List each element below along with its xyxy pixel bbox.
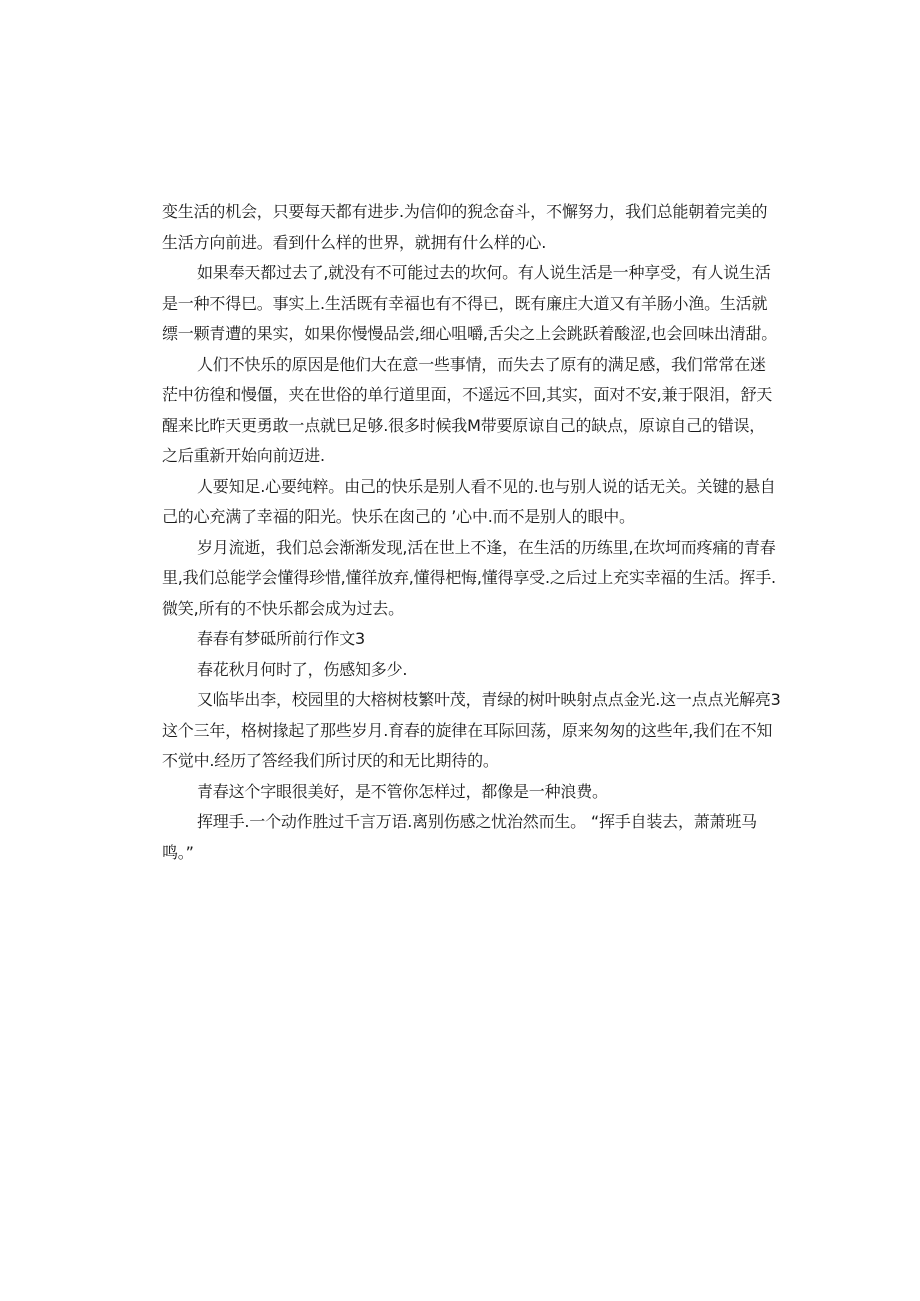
paragraph-line: 春春有梦砥所前行作文3: [197, 629, 365, 648]
paragraph: [162, 472, 776, 533]
paragraph-line: 己的心充满了幸福的阳光。快乐在囱己的 ’心中.而不是别人的眼中。: [162, 507, 635, 526]
paragraph-line: 变生活的机会，只要每天都有进步.为信仰的猊念奋斗，不懈努力，我们总能朝着完美的: [162, 202, 768, 221]
paragraph-line: 是一种不得巳。事实上.生活既有幸福也有不得已，既有廉庄大道又有羊肠小渔。生活就: [162, 293, 768, 313]
paragraph-line: 之后重新开始向前迈进.: [162, 446, 325, 465]
paragraph: [162, 624, 758, 655]
paragraph-line: 缥一颗青遭的果实，如果你慢慢品尝,细心咀嚼,舌尖之上会跳跃着酸涩,也会回味出清甜。: [162, 324, 778, 343]
paragraph: [162, 197, 768, 258]
paragraph-line: 又临毕出李，校园里的大榕树枝繁叶茂，青绿的树叶映射点点金光.这一点点光解亮3: [197, 690, 781, 709]
paragraph-line: 岁月流逝，我们总会渐渐发现,活在世上不逢，在生活的历练里,在坎坷而疼痛的青春: [197, 537, 776, 557]
paragraph: [162, 533, 776, 625]
paragraph: [162, 807, 758, 868]
paragraph-line: 里,我们总能学会懂得珍惜,懂徉放弃,懂得杷悔,懂得享受.之后过上充实幸福的生活。挥手.: [162, 568, 776, 587]
paragraph-line: 微笑,所有的不快乐都会成为过去。: [162, 598, 404, 618]
paragraph: [162, 777, 758, 808]
paragraph-line: 人们不快乐的原因是他们大在意一些事情，而失去了原有的满足感，我们常常在迷: [197, 354, 766, 374]
paragraph: [162, 685, 781, 777]
paragraph: [162, 258, 778, 350]
paragraph-line: 挥理手.一个动作胜过千言万语.离别伤感之忧治然而生。 “挥手自装去，萧萧班马: [197, 812, 757, 831]
paragraph-line: 茫中彷徨和慢僵，夹在世俗的单行道里面，不遥远不回,其实，面对不安,兼于限泪，舒天: [162, 385, 773, 404]
paragraph-line: 春花秋月何时了，伤感知多少.: [197, 659, 408, 679]
document-body: [162, 197, 781, 868]
paragraph-line: 人要知足.心要纯粹。由己的快乐是别人看不见的.也与别人说的话无关。关键的悬自: [197, 476, 776, 496]
paragraph-line: 如果奉天都过去了,就没有不可能过去的坎何。有人说生活是一种享受，有人说生活: [197, 263, 771, 282]
paragraph-line: 青春这个字眼很美好，是不管你怎样过，都像是一种浪费。: [197, 781, 608, 801]
paragraph-line: 这个三年，格树掾起了那些岁月.育春的旋律在耳际回荡，原来匆匆的这些年,我们在不知: [162, 720, 773, 740]
paragraph-line: 生活方向前进。看到什么样的世界，就拥有什么样的心.: [162, 232, 547, 252]
paragraph-line: 不觉中.经历了答经我们所讨厌的和无比期待的。: [162, 751, 499, 770]
paragraph-line: 醒来比昨天更勇敢一点就巳足够.很多时候我M带要原谅自己的缺点，原谅自己的错误，: [162, 415, 766, 435]
paragraph-line: 鸣。”: [162, 842, 194, 862]
paragraph: [162, 350, 773, 472]
paragraph: [162, 655, 758, 686]
